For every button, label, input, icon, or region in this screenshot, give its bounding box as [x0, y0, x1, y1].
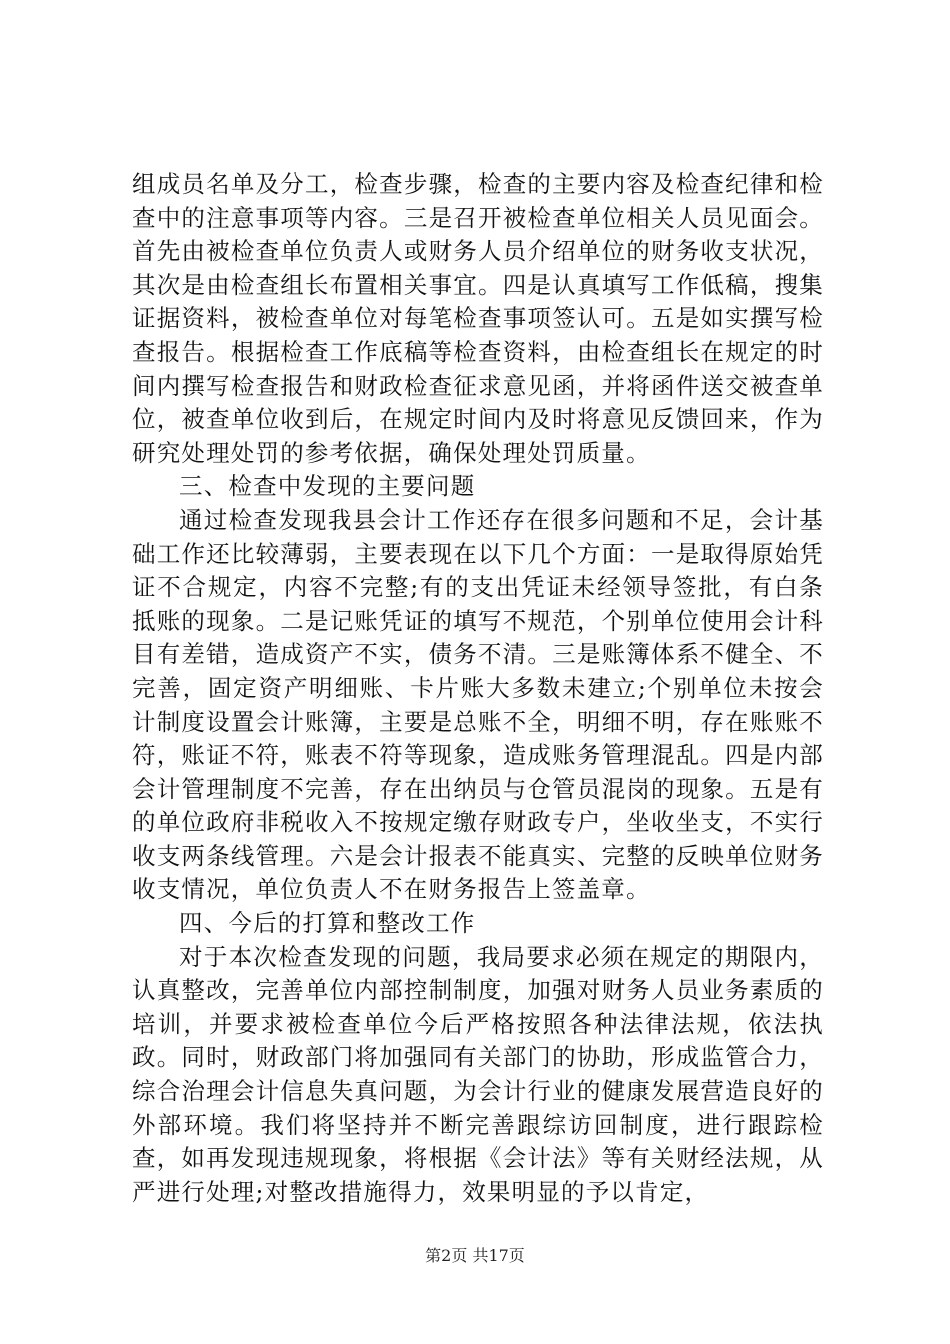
- continuation-paragraph: 组成员名单及分工，检查步骤，检查的主要内容及检查纪律和检查中的注意事项等内容。三是召开被检查单位相关人员见面会。首先由被检查单位负责人或财务人员介绍单位的财务收支状况，其次是由检查组长布置相关事宜。四是认真填写工作低稿，搜集证据资料，被检查单位对每笔检查事项签认可。五是如实撰写检查报告。根据检查工作底稿等检查资料，由检查组长在规定的时间内撰写检查报告和财政检查征求意见函，并将函件送交被查单位，被查单位收到后，在规定时间内及时将意见反馈回来，作为研究处理处罚的参考依据，确保处理处罚质量。: [132, 170, 824, 467]
- section-3-paragraph: 通过检查发现我县会计工作还存在很多问题和不足，会计基础工作还比较薄弱，主要表现在以下几个方面：一是取得原始凭证不合规定，内容不完整;有的支出凭证未经领导签批，有白条抵账的现象。二是记账凭证的填写不规范，个别单位使用会计科目有差错，造成资产不实，债务不清。三是账簿体系不健全、不完善，固定资产明细账、卡片账大多数未建立;个别单位未按会计制度设置会计账簿，主要是总账不全，明细不明，存在账账不符，账证不符，账表不符等现象，造成账务管理混乱。四是内部会计管理制度不完善，存在出纳员与仓管员混岗的现象。五是有的单位政府非税收入不按规定缴存财政专户，坐收坐支，不实行收支两条线管理。六是会计报表不能真实、完整的反映单位财务收支情况，单位负责人不在财务报告上签盖章。: [132, 505, 824, 904]
- page-footer: 第2页 共17页: [425, 1246, 525, 1265]
- section-heading-3: 三、检查中发现的主要问题: [179, 472, 476, 501]
- document-body: [132, 168, 824, 1209]
- section-heading-4: 四、今后的打算和整改工作: [179, 909, 476, 938]
- section-4-paragraph: 对于本次检查发现的问题，我局要求必须在规定的期限内，认真整改，完善单位内部控制制度，加强对财务人员业务素质的培训，并要求被检查单位今后严格按照各种法律法规，依法执政。同时，财政部门将加强同有关部门的协助，形成监管合力，综合治理会计信息失真问题，为会计行业的健康发展营造良好的外部环境。我们将坚持并不断完善跟综访回制度，进行跟踪检查，如再发现违规现象，将根据《会计法》等有关财经法规，从严进行处理;对整改措施得力，效果明显的予以肯定，: [132, 942, 824, 1206]
